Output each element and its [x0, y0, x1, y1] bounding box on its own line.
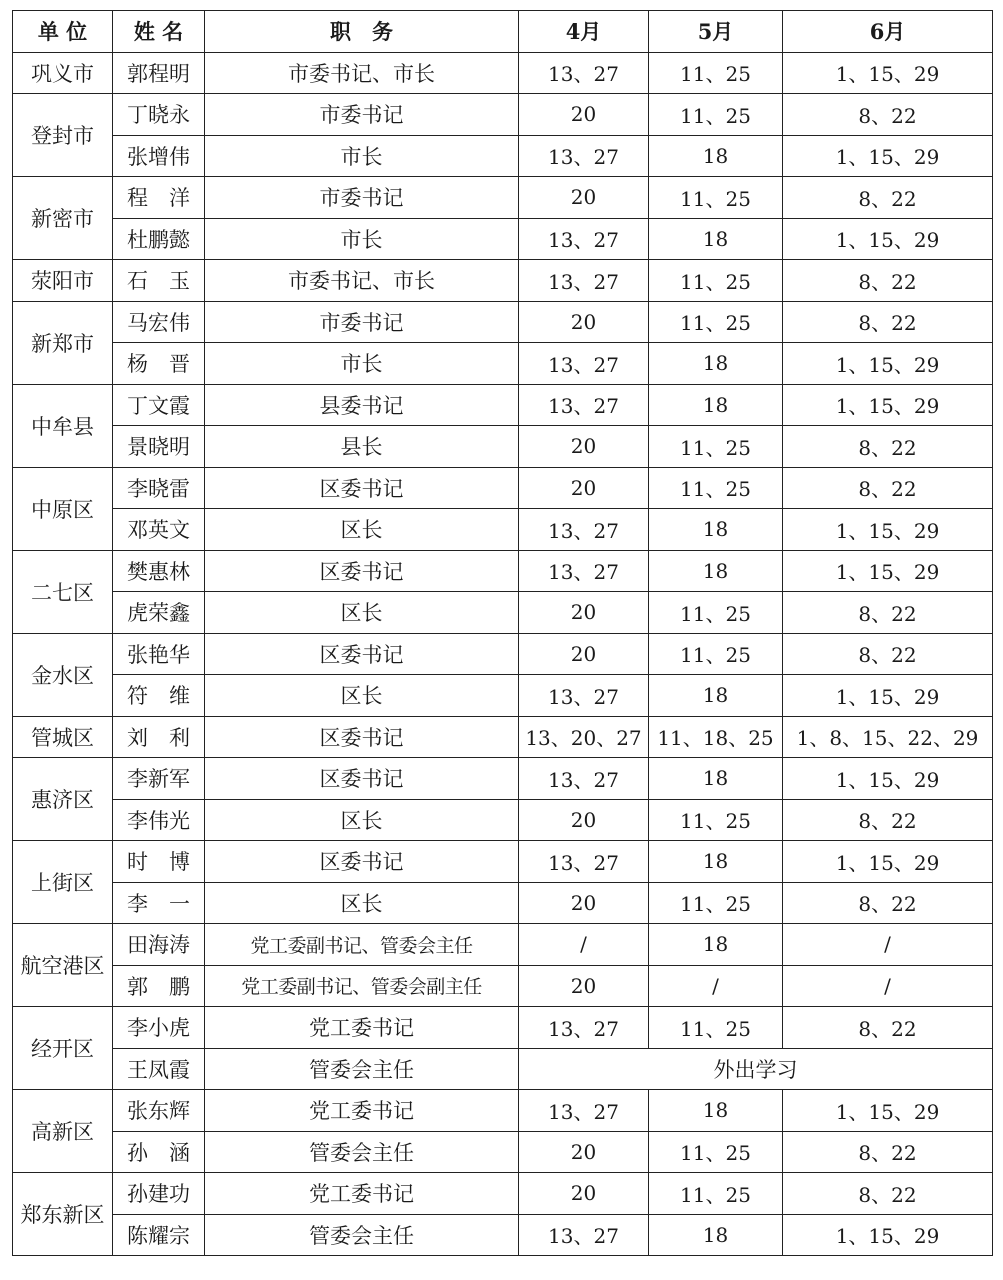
- unit-cell: 登封市: [13, 94, 113, 177]
- unit-cell: 惠济区: [13, 758, 113, 841]
- table-row: [13, 260, 993, 302]
- header-name: 姓 名: [113, 11, 205, 53]
- april-cell: 13、27: [519, 135, 649, 177]
- may-cell: 11、25: [649, 467, 783, 509]
- title-cell: 党工委书记: [205, 1173, 519, 1215]
- unit-cell: 高新区: [13, 1090, 113, 1173]
- may-cell: 18: [649, 509, 783, 551]
- may-cell: 11、25: [649, 1007, 783, 1049]
- may-cell: 18: [649, 924, 783, 966]
- unit-cell: 荥阳市: [13, 260, 113, 302]
- april-cell: 13、27: [519, 841, 649, 883]
- table-row: [13, 924, 993, 966]
- june-cell: 1、15、29: [783, 1090, 993, 1132]
- table-row: [13, 1214, 993, 1256]
- april-cell: 20: [519, 467, 649, 509]
- name-cell: 李 一: [113, 882, 205, 924]
- title-cell: 区委书记: [205, 716, 519, 758]
- table-row: [13, 799, 993, 841]
- title-cell: 市委书记: [205, 177, 519, 219]
- april-cell: 13、27: [519, 384, 649, 426]
- june-cell: 8、22: [783, 426, 993, 468]
- unit-cell: 金水区: [13, 633, 113, 716]
- name-cell: 程 洋: [113, 177, 205, 219]
- april-cell: 13、27: [519, 343, 649, 385]
- june-cell: 1、15、29: [783, 135, 993, 177]
- may-cell: 11、25: [649, 882, 783, 924]
- title-cell: 市长: [205, 343, 519, 385]
- table-row: [13, 675, 993, 717]
- june-cell: 1、8、15、22、29: [783, 716, 993, 758]
- title-cell: 管委会主任: [205, 1214, 519, 1256]
- title-cell: 管委会主任: [205, 1048, 519, 1090]
- april-cell: 20: [519, 799, 649, 841]
- may-cell: 18: [649, 758, 783, 800]
- title-cell: 市委书记: [205, 94, 519, 136]
- april-cell: 20: [519, 882, 649, 924]
- april-cell: 20: [519, 301, 649, 343]
- june-cell: 1、15、29: [783, 343, 993, 385]
- unit-cell: 新郑市: [13, 301, 113, 384]
- title-cell: 区长: [205, 799, 519, 841]
- june-cell: /: [783, 924, 993, 966]
- table-row: [13, 550, 993, 592]
- name-cell: 孙建功: [113, 1173, 205, 1215]
- april-cell: /: [519, 924, 649, 966]
- june-cell: 8、22: [783, 592, 993, 634]
- table-row: [13, 758, 993, 800]
- june-cell: 1、15、29: [783, 1214, 993, 1256]
- june-cell: 8、22: [783, 467, 993, 509]
- table-row: [13, 841, 993, 883]
- april-cell: 20: [519, 1131, 649, 1173]
- may-cell: 11、25: [649, 592, 783, 634]
- name-cell: 时 博: [113, 841, 205, 883]
- unit-cell: 新密市: [13, 177, 113, 260]
- title-cell: 党工委书记: [205, 1007, 519, 1049]
- table-row: [13, 343, 993, 385]
- name-cell: 郭程明: [113, 52, 205, 94]
- may-cell: 18: [649, 1090, 783, 1132]
- header-june: 6月: [783, 11, 993, 53]
- may-cell: 11、25: [649, 633, 783, 675]
- may-cell: 18: [649, 1214, 783, 1256]
- june-cell: 8、22: [783, 94, 993, 136]
- april-cell: 20: [519, 94, 649, 136]
- title-cell: 管委会主任: [205, 1131, 519, 1173]
- april-cell: 13、27: [519, 1007, 649, 1049]
- may-cell: 18: [649, 135, 783, 177]
- april-cell: 13、27: [519, 218, 649, 260]
- june-cell: 8、22: [783, 260, 993, 302]
- unit-cell: 管城区: [13, 716, 113, 758]
- name-cell: 李伟光: [113, 799, 205, 841]
- title-cell: 市长: [205, 135, 519, 177]
- june-cell: 8、22: [783, 799, 993, 841]
- title-cell: 县长: [205, 426, 519, 468]
- may-cell: 11、25: [649, 301, 783, 343]
- title-cell: 市委书记、市长: [205, 260, 519, 302]
- may-cell: /: [649, 965, 783, 1007]
- header-april: 4月: [519, 11, 649, 53]
- june-cell: 1、15、29: [783, 52, 993, 94]
- title-cell: 市委书记、市长: [205, 52, 519, 94]
- unit-cell: 中牟县: [13, 384, 113, 467]
- table-row: [13, 1090, 993, 1132]
- name-cell: 郭 鹏: [113, 965, 205, 1007]
- may-cell: 11、25: [649, 260, 783, 302]
- unit-cell: 航空港区: [13, 924, 113, 1007]
- may-cell: 18: [649, 841, 783, 883]
- header-title: 职 务: [205, 11, 519, 53]
- table-row: [13, 218, 993, 260]
- title-cell: 区长: [205, 592, 519, 634]
- title-cell: 区委书记: [205, 633, 519, 675]
- header-unit: 单 位: [13, 11, 113, 53]
- april-cell: 13、27: [519, 52, 649, 94]
- name-cell: 杜鹏懿: [113, 218, 205, 260]
- may-cell: 18: [649, 343, 783, 385]
- name-cell: 张增伟: [113, 135, 205, 177]
- table-row: [13, 301, 993, 343]
- name-cell: 张东辉: [113, 1090, 205, 1132]
- title-cell: 市长: [205, 218, 519, 260]
- name-cell: 丁晓永: [113, 94, 205, 136]
- april-cell: 20: [519, 1173, 649, 1215]
- name-cell: 孙 涵: [113, 1131, 205, 1173]
- title-cell: 区长: [205, 675, 519, 717]
- june-cell: 8、22: [783, 633, 993, 675]
- schedule-table: [12, 10, 993, 1256]
- may-cell: 11、25: [649, 94, 783, 136]
- header-may: 5月: [649, 11, 783, 53]
- name-cell: 张艳华: [113, 633, 205, 675]
- title-cell: 区委书记: [205, 467, 519, 509]
- may-cell: 11、25: [649, 1131, 783, 1173]
- table-row: [13, 1173, 993, 1215]
- june-cell: 8、22: [783, 177, 993, 219]
- title-cell: 区委书记: [205, 550, 519, 592]
- title-cell: 区长: [205, 509, 519, 551]
- table-row: [13, 426, 993, 468]
- june-cell: 1、15、29: [783, 509, 993, 551]
- april-cell: 20: [519, 592, 649, 634]
- table-row: [13, 1048, 993, 1090]
- may-cell: 18: [649, 675, 783, 717]
- name-cell: 邓英文: [113, 509, 205, 551]
- april-cell: 13、27: [519, 758, 649, 800]
- table-row: [13, 384, 993, 426]
- status-cell: 外出学习: [519, 1048, 993, 1090]
- june-cell: 1、15、29: [783, 675, 993, 717]
- june-cell: 8、22: [783, 1173, 993, 1215]
- name-cell: 田海涛: [113, 924, 205, 966]
- may-cell: 11、25: [649, 1173, 783, 1215]
- name-cell: 陈耀宗: [113, 1214, 205, 1256]
- table-row: [13, 592, 993, 634]
- june-cell: 1、15、29: [783, 841, 993, 883]
- may-cell: 11、25: [649, 52, 783, 94]
- may-cell: 11、25: [649, 426, 783, 468]
- title-cell: 区长: [205, 882, 519, 924]
- name-cell: 李新军: [113, 758, 205, 800]
- name-cell: 景晓明: [113, 426, 205, 468]
- table-row: [13, 177, 993, 219]
- june-cell: 1、15、29: [783, 218, 993, 260]
- april-cell: 13、27: [519, 1214, 649, 1256]
- june-cell: 8、22: [783, 1131, 993, 1173]
- table-row: [13, 52, 993, 94]
- april-cell: 13、27: [519, 509, 649, 551]
- table-row: [13, 633, 993, 675]
- table-row: [13, 467, 993, 509]
- name-cell: 杨 晋: [113, 343, 205, 385]
- title-cell: 县委书记: [205, 384, 519, 426]
- may-cell: 18: [649, 550, 783, 592]
- name-cell: 李晓雷: [113, 467, 205, 509]
- table-row: [13, 965, 993, 1007]
- unit-cell: 二七区: [13, 550, 113, 633]
- table-row: [13, 882, 993, 924]
- may-cell: 11、18、25: [649, 716, 783, 758]
- table-row: [13, 716, 993, 758]
- june-cell: 1、15、29: [783, 550, 993, 592]
- name-cell: 王凤霞: [113, 1048, 205, 1090]
- name-cell: 丁文霞: [113, 384, 205, 426]
- may-cell: 18: [649, 218, 783, 260]
- title-cell: 党工委副书记、管委会主任: [205, 924, 519, 966]
- april-cell: 13、27: [519, 675, 649, 717]
- header-row: [13, 11, 993, 53]
- name-cell: 虎荣鑫: [113, 592, 205, 634]
- table-row: [13, 94, 993, 136]
- name-cell: 樊惠林: [113, 550, 205, 592]
- table-row: [13, 1007, 993, 1049]
- june-cell: 1、15、29: [783, 384, 993, 426]
- name-cell: 李小虎: [113, 1007, 205, 1049]
- april-cell: 20: [519, 426, 649, 468]
- april-cell: 20: [519, 633, 649, 675]
- april-cell: 13、27: [519, 260, 649, 302]
- april-cell: 13、20、27: [519, 716, 649, 758]
- title-cell: 区委书记: [205, 841, 519, 883]
- name-cell: 石 玉: [113, 260, 205, 302]
- unit-cell: 中原区: [13, 467, 113, 550]
- april-cell: 20: [519, 965, 649, 1007]
- title-cell: 市委书记: [205, 301, 519, 343]
- may-cell: 18: [649, 384, 783, 426]
- table-row: [13, 135, 993, 177]
- title-cell: 区委书记: [205, 758, 519, 800]
- name-cell: 符 维: [113, 675, 205, 717]
- june-cell: /: [783, 965, 993, 1007]
- may-cell: 11、25: [649, 799, 783, 841]
- unit-cell: 经开区: [13, 1007, 113, 1090]
- title-cell: 党工委副书记、管委会副主任: [205, 965, 519, 1007]
- name-cell: 马宏伟: [113, 301, 205, 343]
- may-cell: 11、25: [649, 177, 783, 219]
- table-row: [13, 509, 993, 551]
- unit-cell: 郑东新区: [13, 1173, 113, 1256]
- unit-cell: 巩义市: [13, 52, 113, 94]
- title-cell: 党工委书记: [205, 1090, 519, 1132]
- june-cell: 1、15、29: [783, 758, 993, 800]
- june-cell: 8、22: [783, 301, 993, 343]
- june-cell: 8、22: [783, 1007, 993, 1049]
- april-cell: 20: [519, 177, 649, 219]
- unit-cell: 上街区: [13, 841, 113, 924]
- june-cell: 8、22: [783, 882, 993, 924]
- name-cell: 刘 利: [113, 716, 205, 758]
- april-cell: 13、27: [519, 1090, 649, 1132]
- table-row: [13, 1131, 993, 1173]
- april-cell: 13、27: [519, 550, 649, 592]
